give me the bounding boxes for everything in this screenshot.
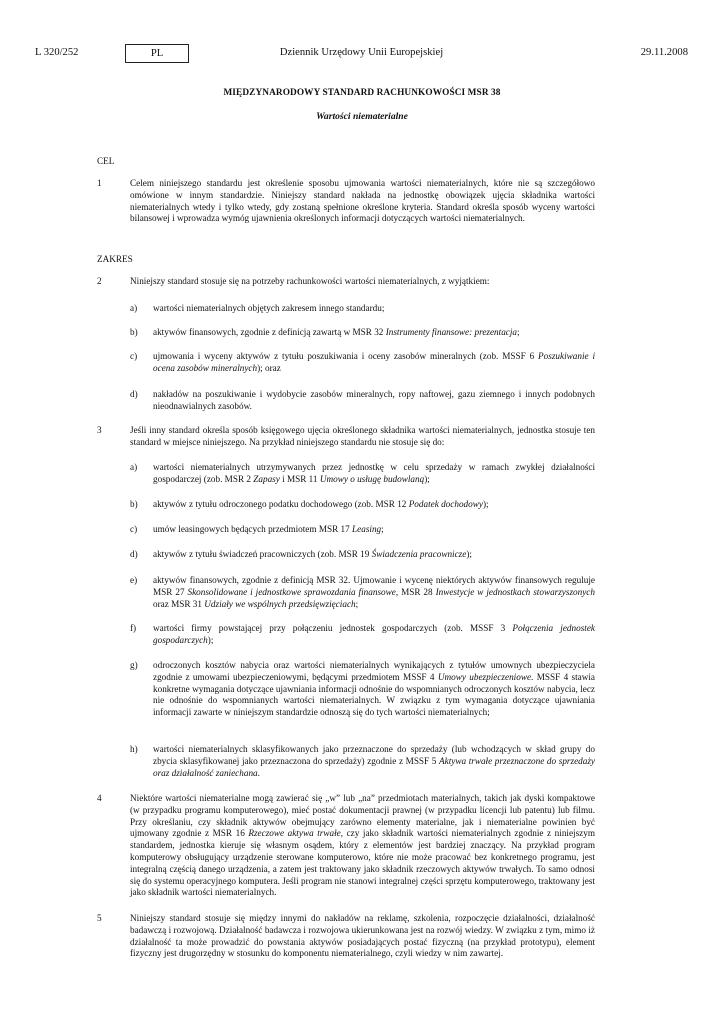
- paragraph-text: Jeśli inny standard określa sposób księgowego ujęcia określonego składnika wartości niematerialnych, jednostka stosuje ten standard w miejsce niniejszego. Na przykład niniejszego standardu nie stosuje się do:: [130, 425, 595, 447]
- item-label: f): [130, 623, 137, 633]
- item-label: c): [130, 351, 138, 361]
- paragraph-number: 5: [97, 913, 102, 923]
- item-text: nakładów na poszukiwanie i wydobycie zasobów mineralnych, ropy naftowej, gazu ziemnego i innych podobnych nieodnawialnych zasobów.: [153, 389, 595, 411]
- item-text: aktywów z tytułu odroczonego podatku dochodowego (zob. MSR 12 Podatek dochodowy);: [153, 499, 489, 509]
- item-text: aktywów finansowych, zgodnie z definicją MSR 32. Ujmowanie i wycenę niektórych aktywów finansowych reguluje MSR 27 Skonsolidowane i jednostkowe sprawozdania finansowe, MSR 28 Inwestycje w jednostkach stowarzyszonych oraz MSR 31 Udziały we wspólnych przedsięwzięciach;: [153, 575, 595, 609]
- language-box: PL: [125, 44, 189, 63]
- paragraph-1: [97, 178, 595, 225]
- item-label: g): [130, 660, 138, 670]
- item-label: h): [130, 744, 138, 754]
- item-label: a): [130, 303, 138, 313]
- publication-date: 29.11.2008: [640, 47, 688, 58]
- document-title: MIĘDZYNARODOWY STANDARD RACHUNKOWOŚCI MSR 38: [223, 88, 501, 98]
- section-heading-zakres: ZAKRES: [97, 254, 133, 264]
- paragraph-number: 2: [97, 276, 102, 286]
- paragraph-5: [97, 913, 595, 960]
- paragraph-text: Celem niniejszego standardu jest określenie sposobu ujmowania wartości niematerialnych, które nie są szczegółowo omówione w innym standardzie. Niniejszy standard nakłada na jednostkę obowiązek ujęcia składnika wartości niematerialnych wtedy i tylko wtedy, gdy zostaną spełnione określone kryteria. Standard określa sposób wyceny wartości bilansowej i wprowadza wymóg ujawnienia określonych informacji dotyczących wartości niematerialnych.: [130, 178, 595, 224]
- paragraph-number: 1: [97, 178, 102, 188]
- list-item-3d: [130, 549, 595, 561]
- list-item-3c: [130, 524, 595, 536]
- list-item-3g: [130, 660, 595, 719]
- item-text: odroczonych kosztów nabycia oraz wartości niematerialnych wynikających z tytułów umownych ubezpieczyciela zgodnie z umowami ubezpieczeniowymi, będącymi przedmiotem MSSF 4 Umowy ubezpieczeniowe. MSSF 4 stawia konkretne wymagania dotyczące ujawniania informacji odnośnie do wspomnianych odroczonych kosztów nabycia, lecz nie odnośnie do wspomnianych wartości niematerialnych. W związku z tym wymagania dotyczące ujawniania informacji zawarte w niniejszym standardzie odnoszą się do tych wartości niematerialnych;: [153, 660, 595, 718]
- list-item-3e: [130, 575, 595, 610]
- list-item-3h: [130, 744, 595, 779]
- document-subtitle: Wartości niematerialne: [316, 111, 408, 122]
- paragraph-3: [97, 425, 595, 449]
- item-text: wartości firmy powstającej przy połączeniu jednostek gospodarczych (zob. MSSF 3 Połączenia jednostek gospodarczych);: [153, 623, 595, 645]
- journal-title: Dziennik Urzędowy Unii Europejskiej: [279, 47, 444, 58]
- item-text: wartości niematerialnych utrzymywanych przez jednostkę w celu sprzedaży w ramach zwykłej działalności gospodarczej (zob. MSR 2 Zapasy i MSR 11 Umowy o usługę budowlaną);: [153, 462, 595, 484]
- item-label: d): [130, 549, 138, 559]
- item-label: c): [130, 524, 138, 534]
- paragraph-text: Niniejszy standard stosuje się między innymi do nakładów na reklamę, szkolenia, rozpoczęcie działalności, działalność badawczą i rozwojową. Działalność badawcza i rozwojowa ukierunkowana jest na rozwój wiedzy. W związku z tym, mimo iż działalność ta może prowadzić do powstania aktywów posiadających postać fizyczną (na przykład prototypu), element fizyczny jest drugorzędny w stosunku do komponentu niematerialnego, czyli wiedzy w nim zawartej.: [130, 913, 595, 959]
- item-label: e): [130, 575, 138, 585]
- item-text: ujmowania i wyceny aktywów z tytułu poszukiwania i oceny zasobów mineralnych (zob. MSSF 6 Poszukiwanie i ocena zasobów mineralnych); oraz: [153, 351, 595, 373]
- item-text: aktywów z tytułu świadczeń pracowniczych (zob. MSR 19 Świadczenia pracownicze);: [153, 549, 472, 559]
- list-item-3a: [130, 462, 595, 486]
- page-header: [35, 44, 688, 66]
- paragraph-text: Niektóre wartości niematerialne mogą zawierać się „w” lub „na” przedmiotach materialnych, takich jak dyski kompaktowe (w przypadku programu komputerowego), mieć postać dokumentacji prawnej (w przypadku licencji lub patentu) lub filmu. Przy określaniu, czy składnik aktywów obejmujący zarówno elementy materialne, jak i niematerialne powinien być ujmowany zgodnie z MSR 16 Rzeczowe aktywa trwałe, czy jako składnik wartości niematerialnych zgodnie z niniejszym standardem, jednostka kieruje się własnym osądem, który z elementów jest bardziej znaczący. Na przykład program komputerowy obsługujący urządzenie sterowane komputerowo, które nie może pracować bez konkretnego programu, jest integralną częścią danego urządzenia, a zatem jest traktowany jako składnik rzeczowych aktywów trwałych. To samo odnosi się do systemu operacyjnego komputera. Jeśli program nie stanowi integralnej części sprzętu komputerowego, traktowany jest jako składnik wartości niematerialnych.: [130, 793, 595, 898]
- list-item-2c: [130, 351, 595, 375]
- paragraph-number: 3: [97, 425, 102, 435]
- list-item-2b: [130, 327, 595, 339]
- item-label: a): [130, 462, 138, 472]
- item-text: wartości niematerialnych objętych zakresem innego standardu;: [153, 303, 385, 313]
- paragraph-text: Niniejszy standard stosuje się na potrzeby rachunkowości wartości niematerialnych, z wyjątkiem:: [130, 276, 490, 286]
- list-item-3f: [130, 623, 595, 647]
- item-text: wartości niematerialnych sklasyfikowanych jako przeznaczone do sprzedaży (lub wchodzących w skład grupy do zbycia sklasyfikowanej jako przeznaczona do sprzedaży) zgodnie z MSSF 5 Aktywa trwałe przeznaczone do sprzedaży oraz działalność zaniechana.: [153, 744, 595, 778]
- item-text: umów leasingowych będących przedmiotem MSR 17 Leasing;: [153, 524, 384, 534]
- item-label: b): [130, 327, 138, 337]
- section-heading-cel: CEL: [97, 156, 115, 166]
- paragraph-number: 4: [97, 793, 102, 803]
- item-text: aktywów finansowych, zgodnie z definicją zawartą w MSR 32 Instrumenty finansowe: prezentacja;: [153, 327, 520, 337]
- item-label: d): [130, 389, 138, 399]
- item-label: b): [130, 499, 138, 509]
- paragraph-4: [97, 793, 595, 899]
- list-item-2d: [130, 389, 595, 413]
- paragraph-2: [97, 276, 595, 288]
- list-item-2a: [130, 303, 595, 315]
- list-item-3b: [130, 499, 595, 511]
- page-reference: L 320/252: [35, 47, 79, 58]
